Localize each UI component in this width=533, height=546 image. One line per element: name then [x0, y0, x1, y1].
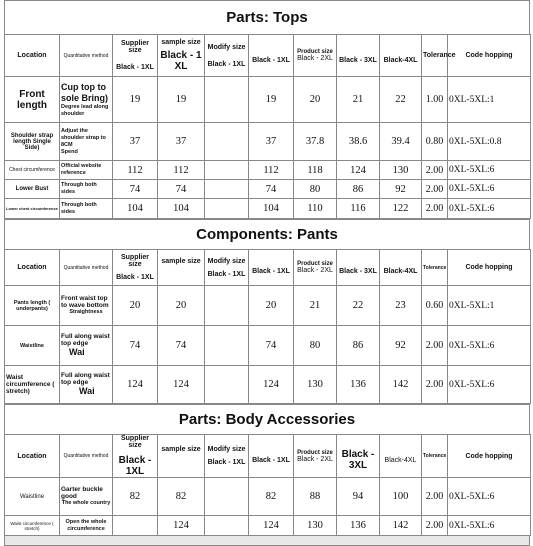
- table-row: Chest circumference Official website reference 112 112 112 118 124 130 2.00 0XL-5XL:6: [5, 161, 531, 180]
- header-sample: sample size Black - 1 XL: [158, 35, 205, 77]
- header-hopping: Code hopping: [448, 35, 531, 77]
- section-title-tops: Parts: Tops: [4, 0, 530, 34]
- table-row: Waistline Full along waist top edge Wai 74 74 74 80 86 92 2.00 0XL-5XL:6: [5, 326, 531, 366]
- table-row: Pants length ( underpants) Front waist top to wave bottom Straightness 20 20 20 21 22 23 0.60 0XL-5XL:1: [5, 286, 531, 326]
- table-header-row: [5, 35, 531, 77]
- header-modify: Modify size Black - 1XL: [205, 35, 249, 77]
- sheet-footer-bar: [4, 536, 530, 546]
- table-row: Shoulder strap length Single Side) Adjust the shoulder strap to 8CM Spend 37 37 37 37.8 38.6 39.4 0.80 0XL-5XL:0.8: [5, 123, 531, 161]
- table-header-row: Location Quantitative method Supplier size Black - 1XL sample size Modify size Black - 1XL Black - 1XL Product size Black - 2XL Black - 3XL Black-4XL Tolerance Code hopping: [5, 250, 531, 286]
- size-chart-sheet: [4, 0, 530, 546]
- tops-table: [4, 34, 531, 219]
- header-product-2xl: Product size Black - 2XL: [294, 35, 337, 77]
- header-tolerance: Tolerance: [422, 35, 448, 77]
- section-title-pants: Components: Pants: [4, 219, 530, 249]
- table-header-row: Location Quantitative method Supplier size Black - 1XL sample size Modify size Black - 1XL Black - 1XL Product size Black - 2XL Black - 3XL Black-4XL Tolerance Code hopping: [5, 435, 531, 478]
- table-row: Front length Cup top to sole Bring) Degree lead along shoulder 19 19 19 20 21 22 1.00 0XL-5XL:1: [5, 77, 531, 123]
- header-product-3xl: Black - 3XL: [337, 35, 380, 77]
- table-row: Waist circumference ( stretch) Open the whole circumference 124 124 130 136 142 2.00 0XL-5XL:6: [5, 516, 531, 536]
- table-row: Waist circumference ( stretch) Full along waist top edge Wai 124 124 124 130 136 142 2.00 0XL-5XL:6: [5, 366, 531, 404]
- section-title-accessories: Parts: Body Accessories: [4, 404, 530, 434]
- header-location: Location: [5, 35, 60, 77]
- header-product-4xl: Black-4XL: [380, 35, 422, 77]
- header-supplier: Supplier size Black - 1XL: [113, 35, 158, 77]
- header-method: Quantitative method: [60, 35, 113, 77]
- table-row: Lower chest circumference Through both sides 104 104 104 110 116 122 2.00 0XL-5XL:6: [5, 199, 531, 219]
- accessories-table: [4, 434, 531, 536]
- table-row: Lower Bust Through both sides 74 74 74 80 86 92 2.00 0XL-5XL:6: [5, 180, 531, 199]
- table-row: Waistline Garter buckle good The whole country 82 82 82 88 94 100 2.00 0XL-5XL:6: [5, 478, 531, 516]
- pants-table: [4, 249, 531, 404]
- header-product-1xl: Black - 1XL: [249, 35, 294, 77]
